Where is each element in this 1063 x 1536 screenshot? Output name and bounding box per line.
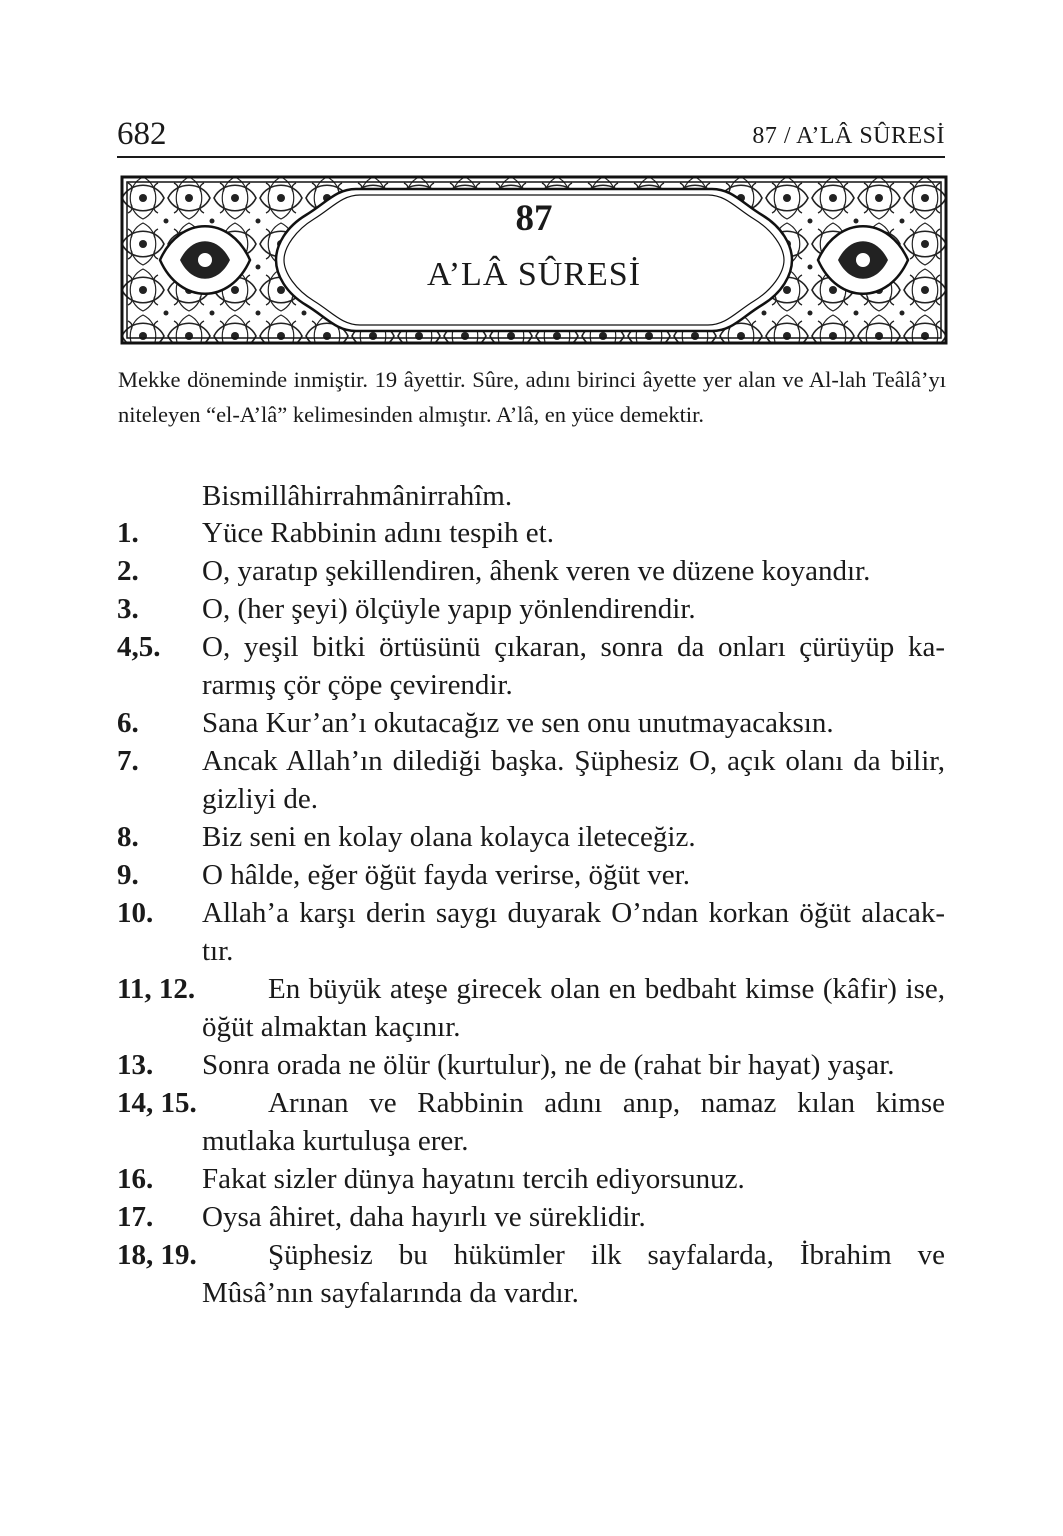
header-rule: [117, 156, 945, 158]
verse-text: O hâlde, eğer öğüt fayda verirse, öğüt ver.: [202, 859, 690, 891]
page-number: 682: [117, 116, 167, 152]
verse-text: Fakat sizler dünya hayatını tercih ediyorsunuz.: [202, 1163, 745, 1195]
verse-number: 2.: [117, 555, 139, 587]
verse-number: 10.: [117, 897, 154, 929]
verse-number: 16.: [117, 1163, 154, 1195]
verse-text: En büyük ateşe girecek olan en bedbaht kimse (kâfir) ise, öğüt almaktan kaçınır.: [202, 973, 945, 1043]
running-title: 87 / A’LÂ SÛRESİ: [752, 123, 945, 149]
verse-text: Sonra orada ne ölür (kurtulur), ne de (rahat bir hayat) yaşar.: [202, 1049, 895, 1081]
verse-number: 7.: [117, 745, 139, 777]
verse-text: Oysa âhiret, daha hayırlı ve süreklidir.: [202, 1201, 646, 1233]
verse-text: Biz seni en kolay olana kolayca ileteceğiz.: [202, 821, 696, 853]
verse-text: Sana Kur’an’ı okutacağız ve sen onu unutmayacaksın.: [202, 707, 834, 739]
verse-text: O, yaratıp şekillendiren, âhenk veren ve düzene koyandır.: [202, 555, 871, 587]
verse-text: O, yeşil bitki örtüsünü çıkaran, sonra da onları çürüyüp ka-rarmış çör çöpe çevirendir.: [202, 631, 945, 701]
verse-number: 14, 15.: [117, 1087, 197, 1119]
verse-text: O, (her şeyi) ölçüyle yapıp yönlendirendir.: [202, 593, 696, 625]
verse-number: 4,5.: [117, 631, 161, 663]
verse-text: Arınan ve Rabbinin adını anıp, namaz kılan kimse mutlaka kurtuluşa erer.: [202, 1087, 945, 1157]
verse-number: 18, 19.: [117, 1239, 197, 1271]
verse-number: 17.: [117, 1201, 154, 1233]
surah-introduction: Mekke döneminde inmiştir. 19 âyettir. Sûre, adını birinci âyette yer alan ve Al-lah Teâlâ’yı niteleyen “el-A’lâ” kelimesinden almıştır. A’lâ, en yüce demektir.: [118, 367, 946, 427]
surah-title-ornament: [120, 175, 948, 345]
verse-number: 1.: [117, 517, 139, 549]
verse-text: Ancak Allah’ın dilediği başka. Şüphesiz O, açık olanı da bilir, gizliyi de.: [202, 745, 945, 815]
surah-number: 87: [515, 198, 553, 239]
verse-number: 9.: [117, 859, 139, 891]
verse-number: 8.: [117, 821, 139, 853]
surah-title-cartouche: [120, 175, 948, 345]
verse-text: Şüphesiz bu hükümler ilk sayfalarda, İbrahim ve Mûsâ’nın sayfalarında da vardır.: [202, 1239, 945, 1309]
surah-name: A’LÂ SÛRESİ: [426, 256, 642, 293]
verse-text: Yüce Rabbinin adını tespih et.: [202, 517, 554, 549]
verse-number: 3.: [117, 593, 139, 625]
verse-number: 11, 12.: [117, 973, 196, 1005]
basmala: Bismillâhirrahmânirrahîm.: [202, 480, 513, 512]
verse-number: 13.: [117, 1049, 154, 1081]
verse-number: 6.: [117, 707, 139, 739]
running-header: [117, 112, 945, 160]
verse-text: Allah’a karşı derin saygı duyarak O’ndan korkan öğüt alacak-tır.: [202, 897, 945, 967]
